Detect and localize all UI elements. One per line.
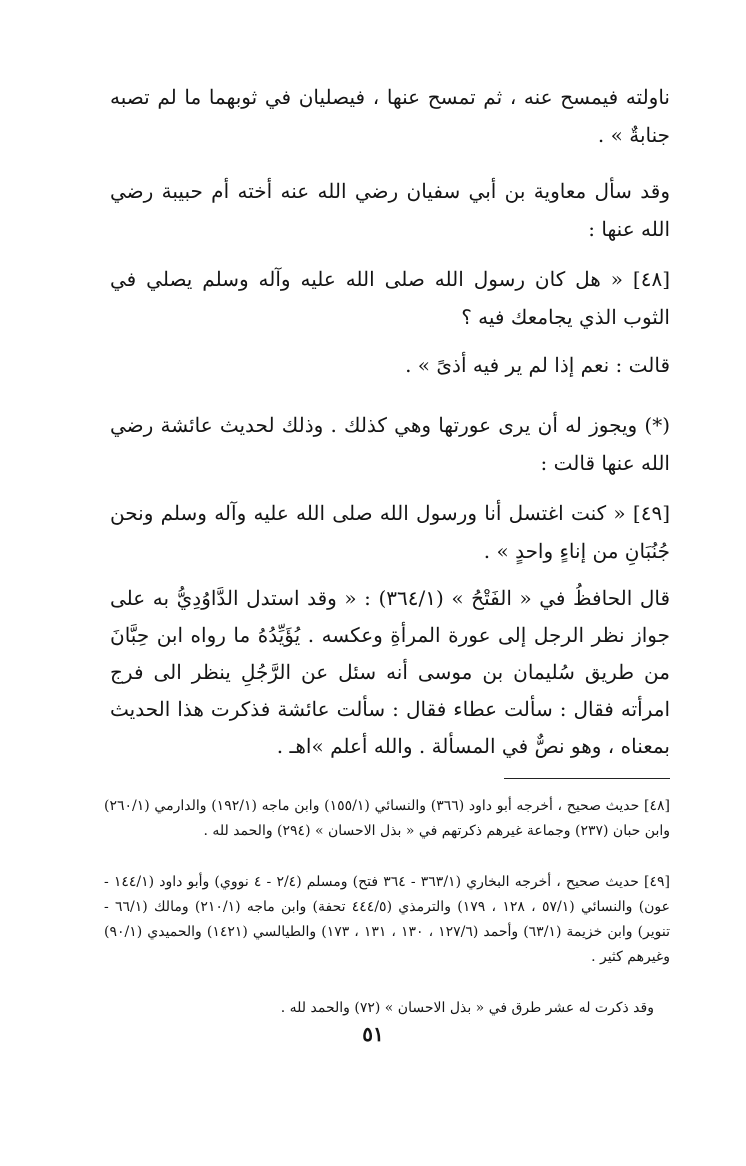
paragraph-hadith-48: [٤٨] « هل كان رسول الله صلى الله عليه وآله وسلم يصلي في الثوب الذي يجامعك فيه ؟ [110,267,670,329]
paragraph-hadith-49: [٤٩] « كنت اغتسل أنا ورسول الله صلى الله عليه وآله وسلم ونحن جُنُبَانِ من إناءٍ واحدٍ » . [110,501,670,563]
paragraph-hadith-48-answer: قالت : نعم إذا لم ير فيه أذىً » . [405,353,670,377]
footnote-49: [٤٩] حديث صحيح ، أخرجه البخاري (٣٦٣/١ - ٣٦٤ فتح) ومسلم (٢/٤ - ٤ نووي) وأبو داود (١٤٤/١ - عون) والنسائي (٥٧/١ ، ١٢٨ ، ١٧٩) والترمذي (٤٤٤/٥ تحفة) وابن ماجه (٢١٠/١) ومالك (٦٦/١ - تنوير) وابن خزيمة (٦٣/١) وأحمد (١٢٧/٦ ، ١٣٠ ، ١٣١ ، ١٧٣) والطيالسي (١٤٢١) والحميدي (٩٠/١) وغيرهم كثير . [104,874,671,965]
footnote-49-addendum: وقد ذكرت له عشر طرق في « بذل الاحسان » (٧٢) والحمد لله . [280,1000,654,1016]
footnote-separator [504,778,670,779]
paragraph-hadith-continuation: ناولته فيمسح عنه ، ثم تمسح عنها ، فيصليان في ثوبهما ما لم تصبه جنابةٌ » . [110,85,670,147]
footnote-48: [٤٨] حديث صحيح ، أخرجه أبو داود (٣٦٦) والنسائي (١٥٥/١) وابن ماجه (١٩٢/١) والدارمي (٢٦٠/١) وابن حبان (٢٣٧) وجماعة غيرهم ذكرتهم في « بذل الاحسان » (٢٩٤) والحمد لله . [104,798,670,839]
page-number: ٥١ [362,1022,384,1046]
paragraph-ruling-note: (*) ويجوز له أن يرى عورتها وهي كذلك . وذلك لحديث عائشة رضي الله عنها قالت : [110,413,670,475]
paragraph-hafiz-commentary: قال الحافظُ في « الفَتْحُ » (٣٦٤/١) : « وقد استدل الدَّاوُدِيُّ به على جواز نظر الرجل إلى عورة المرأةِ وعكسه . يُؤَيِّدُهُ ما رواه ابن حِبَّانَ من طريق سُليمان بن موسى أنه سئل عن الرَّجُلِ ينظر الى فرج امرأته فقال : سألت عطاء فقال : سألت عائشة فذكرت هذا الحديث بمعناه ، وهو نصٌّ في المسألة . والله أعلم »اهـ . [110,586,671,758]
paragraph-muawiya-question: وقد سأل معاوية بن أبي سفيان رضي الله عنه أخته أم حبيبة رضي الله عنها : [110,179,670,241]
